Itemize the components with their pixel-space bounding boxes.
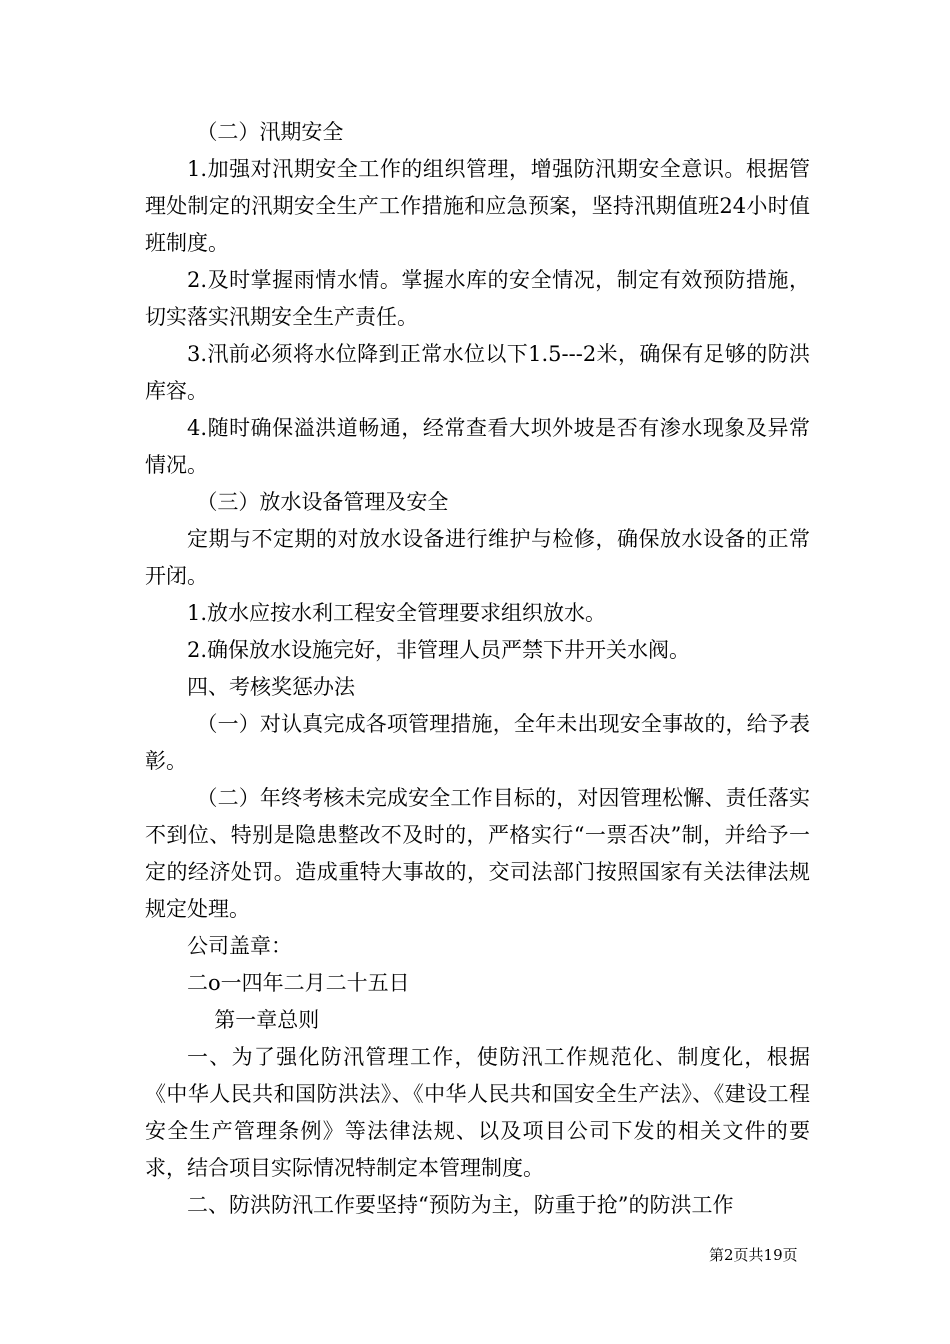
paragraph-item-1: 1.加强对汛期安全工作的组织管理，增强防汛期安全意识。根据管理处制定的汛期安全生产工作措施和应急预案，坚持汛期值班24小时值班制度。: [145, 157, 810, 255]
document-date: 二o一四年二月二十五日: [187, 971, 410, 995]
paragraph-reward: （一）对认真完成各项管理措施，全年未出现安全事故的，给予表彰。: [145, 712, 810, 773]
chapter-heading: 第一章总则: [214, 1008, 320, 1032]
paragraph-release-item-2: 2.确保放水设施完好，非管理人员严禁下井开关水阀。: [187, 638, 691, 662]
paragraph-item-3: 3.汛前必须将水位降到正常水位以下1.5---2米，确保有足够的防洪库容。: [145, 342, 810, 403]
paragraph-general-2: 二、防洪防汛工作要坚持“预防为主，防重于抢”的防洪工作: [187, 1193, 734, 1217]
section-heading-water-release: （三）放水设备管理及安全: [196, 490, 449, 514]
paragraph-item-4: 4.随时确保溢洪道畅通，经常查看大坝外坡是否有渗水现象及异常情况。: [145, 416, 810, 477]
section-heading-flood-season: （二）汛期安全: [196, 120, 344, 144]
paragraph-item-2: 2.及时掌握雨情水情。掌握水库的安全情况，制定有效预防措施，切实落实汛期安全生产责任。: [145, 268, 810, 329]
paragraph-penalty: （二）年终考核未完成安全工作目标的，对因管理松懈、责任落实不到位、特别是隐患整改不及时的，严格实行“一票否决”制，并给予一定的经济处罚。造成重特大事故的，交司法部门按照国家有关法律法规规定处理。: [145, 786, 810, 921]
paragraph-general-1: 一、为了强化防汛管理工作，使防汛工作规范化、制度化，根据《中华人民共和国防洪法》、《中华人民共和国安全生产法》、《建设工程安全生产管理条例》等法律法规、以及项目公司下发的相关文件的要求，结合项目实际情况特制定本管理制度。: [145, 1045, 810, 1180]
company-seal-label: 公司盖章：: [187, 934, 292, 958]
paragraph-release-item-1: 1.放水应按水利工程安全管理要求组织放水。: [187, 601, 607, 625]
section-heading-assessment: 四、考核奖惩办法: [187, 675, 355, 699]
page-number-footer: 第2页共19页: [709, 1246, 798, 1264]
document-body: [145, 114, 810, 1224]
paragraph-maintenance: 定期与不定期的对放水设备进行维护与检修，确保放水设备的正常开闭。: [145, 527, 810, 588]
